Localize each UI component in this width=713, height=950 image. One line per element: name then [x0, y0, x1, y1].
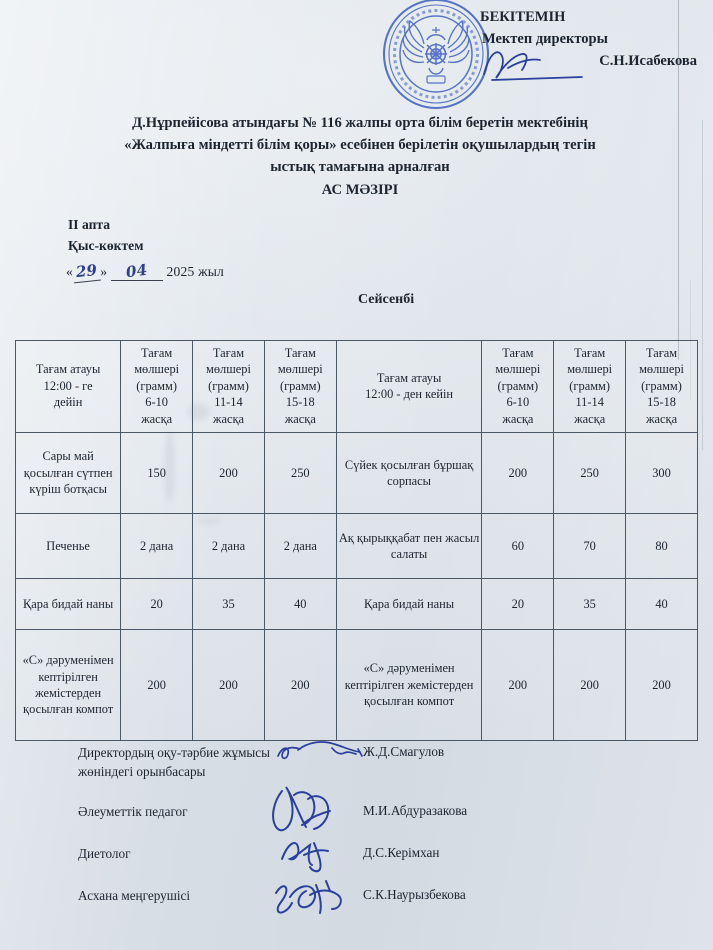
header-qty-6-10-before: [121, 341, 193, 433]
cell-dish-after: Ақ қырыққабат пен жасыл салаты: [336, 513, 482, 578]
signature-row: [78, 803, 638, 825]
signature-role: [78, 803, 363, 822]
menu-table: [15, 340, 698, 741]
cell-qty-after-15-18: 40: [626, 578, 698, 629]
header-text-line: 6-10: [506, 395, 530, 410]
header-text-line: жасқа: [502, 411, 534, 426]
title-line-3: ыстық тамағына арналған: [270, 159, 450, 176]
header-text-line: (грамм): [569, 378, 611, 393]
signature-role-line: Директордың оқу-тәрбие жұмысы: [78, 745, 270, 760]
cell-qty-before-15-18: 200: [264, 629, 336, 740]
cell-qty-before-6-10: 150: [121, 432, 193, 513]
header-text-line: мөлшері: [134, 362, 180, 377]
cell-qty-after-6-10: 200: [482, 629, 554, 740]
header-text-line: Тағам: [502, 346, 534, 360]
table-row: [16, 432, 698, 513]
header-text-line: мөлшері: [567, 362, 613, 377]
signature-role-line: Асхана меңгерушісі: [78, 888, 191, 904]
header-text-line: Тағам: [284, 346, 316, 360]
header-text-line: Тағам атауы: [35, 362, 101, 377]
approval-director-name: С.Н.Исабекова: [599, 53, 697, 70]
header-qty-11-14-after: [554, 341, 626, 433]
date-year-word: жыл: [198, 264, 225, 279]
cell-qty-before-6-10: 200: [121, 629, 193, 740]
signature-role-line: Диетолог: [78, 846, 131, 862]
week-number: II апта: [68, 217, 111, 232]
header-text-line: (грамм): [641, 378, 682, 393]
menu-table-body: [16, 432, 698, 740]
title-line-4: АС МӘЗІРІ: [321, 181, 399, 198]
signature-row: [78, 845, 638, 867]
menu-table-head: [16, 341, 698, 433]
date-line: [66, 262, 224, 282]
header-text-line: 6-10: [145, 395, 168, 410]
header-text-line: дейін: [53, 395, 83, 410]
signature-name: Ж.Д.Смагулов: [363, 744, 445, 759]
header-text-line: 11-14: [214, 395, 243, 410]
signature-name: Д.С.Керімхан: [363, 845, 440, 861]
period-block: [68, 214, 143, 256]
header-qty-6-10-after: [482, 341, 554, 433]
cell-qty-after-15-18: 300: [626, 432, 698, 513]
signature-block: [78, 744, 638, 926]
header-text-line: Тағам: [645, 346, 678, 360]
cell-qty-after-11-14: 35: [554, 578, 626, 629]
cell-qty-after-15-18: 200: [626, 629, 698, 740]
title-line-2: «Жалпыға міндетті білім қоры» есебінен берілетін оқушылардың тегін: [124, 137, 596, 154]
date-year: 2025: [166, 264, 195, 279]
header-text-line: жасқа: [212, 411, 245, 426]
cell-qty-before-15-18: 40: [264, 578, 336, 629]
cell-qty-before-15-18: 250: [264, 432, 336, 513]
header-text-line: (грамм): [136, 378, 177, 393]
header-name-after: [336, 341, 482, 433]
signature-role-line: жөніндегі орынбасары: [78, 763, 206, 779]
cell-dish-after: «С» дәруменімен кептірілген жемістерден қосылған компот: [336, 629, 482, 740]
date-day-handwritten: 29: [72, 261, 101, 284]
cell-qty-before-11-14: 2 дана: [193, 513, 265, 578]
signature-row: [78, 744, 638, 781]
header-qty-15-18-after: [626, 341, 698, 433]
cell-qty-before-11-14: 200: [193, 432, 265, 513]
cell-qty-before-11-14: 200: [193, 629, 265, 740]
cell-qty-before-6-10: 20: [121, 578, 193, 629]
season-label: Қыс-көктем: [68, 238, 144, 254]
cell-dish-before: Печенье: [16, 513, 121, 578]
page-title: [60, 112, 660, 201]
quote-open: «: [66, 264, 73, 279]
header-text-line: (грамм): [279, 378, 321, 393]
table-row: [16, 578, 698, 629]
scan-fold-line: [702, 120, 703, 450]
header-text-line: мөлшері: [206, 362, 251, 377]
header-text-line: жасқа: [574, 411, 606, 426]
header-text-line: мөлшері: [277, 362, 323, 377]
table-header-row: [16, 341, 698, 433]
header-text-line: жасқа: [645, 411, 678, 426]
table-row: [16, 629, 698, 740]
header-text-line: Тағам: [574, 346, 606, 360]
cell-qty-after-6-10: 200: [482, 432, 554, 513]
signature-name: М.И.Абдуразакова: [363, 803, 468, 819]
header-text-line: мөлшері: [495, 362, 541, 377]
signature-row: [78, 887, 638, 909]
cell-qty-after-11-14: 200: [554, 629, 626, 740]
cell-qty-before-11-14: 35: [193, 578, 265, 629]
cell-dish-before: Сары май қосылған сүтпен күріш ботқасы: [16, 432, 121, 513]
header-text-line: жасқа: [141, 411, 173, 426]
header-text-line: 12:00 - ге: [43, 378, 93, 393]
date-month-handwritten: 04: [125, 260, 149, 282]
approval-position: Мектеп директоры: [482, 31, 608, 48]
cell-qty-after-11-14: 70: [554, 513, 626, 578]
cell-dish-before: «С» дәруменімен кептірілген жемістерден қосылған компот: [16, 629, 121, 740]
header-text-line: (грамм): [208, 378, 249, 393]
header-qty-15-18-before: [264, 341, 336, 433]
header-qty-11-14-before: [193, 341, 265, 433]
approval-block: [480, 6, 705, 72]
header-text-line: Тағам атауы: [376, 370, 442, 385]
signature-role: [78, 887, 363, 906]
title-line-1: Д.Нұрпейісова атындағы № 116 жалпы орта білім беретін мектебінің: [132, 115, 588, 131]
header-name-before: [16, 341, 121, 433]
cell-dish-after: Қара бидай наны: [336, 578, 482, 629]
cell-qty-after-15-18: 80: [626, 513, 698, 578]
cell-dish-after: Сүйек қосылған бұршақ сорпасы: [336, 432, 482, 513]
approval-confirm-label: БЕКІТЕМІН: [480, 9, 566, 25]
cell-dish-before: Қара бидай наны: [16, 578, 121, 629]
quote-close: »: [100, 264, 108, 279]
cell-qty-after-11-14: 250: [554, 432, 626, 513]
signature-role: [78, 744, 363, 781]
cell-qty-after-6-10: 60: [482, 513, 554, 578]
cell-qty-after-6-10: 20: [482, 578, 554, 629]
header-text-line: жасқа: [284, 411, 316, 426]
table-row: [16, 513, 698, 578]
header-text-line: мөлшері: [639, 362, 684, 377]
header-text-line: Тағам: [212, 346, 245, 360]
signature-role-line: Әлеуметтік педагог: [78, 804, 188, 820]
date-month-blank: [111, 262, 163, 281]
cell-qty-before-6-10: 2 дана: [121, 513, 193, 578]
header-text-line: 15-18: [647, 395, 676, 410]
cell-qty-before-15-18: 2 дана: [264, 513, 336, 578]
signature-name: С.К.Наурызбекова: [363, 887, 466, 903]
header-text-line: 12:00 - ден кейін: [365, 386, 454, 401]
weekday-label: Сейсенбі: [358, 292, 415, 307]
signature-role: [78, 845, 363, 864]
header-text-line: (грамм): [497, 378, 539, 393]
header-text-line: Тағам: [141, 346, 173, 360]
header-text-line: 11-14: [575, 395, 604, 410]
header-text-line: 15-18: [285, 395, 315, 410]
